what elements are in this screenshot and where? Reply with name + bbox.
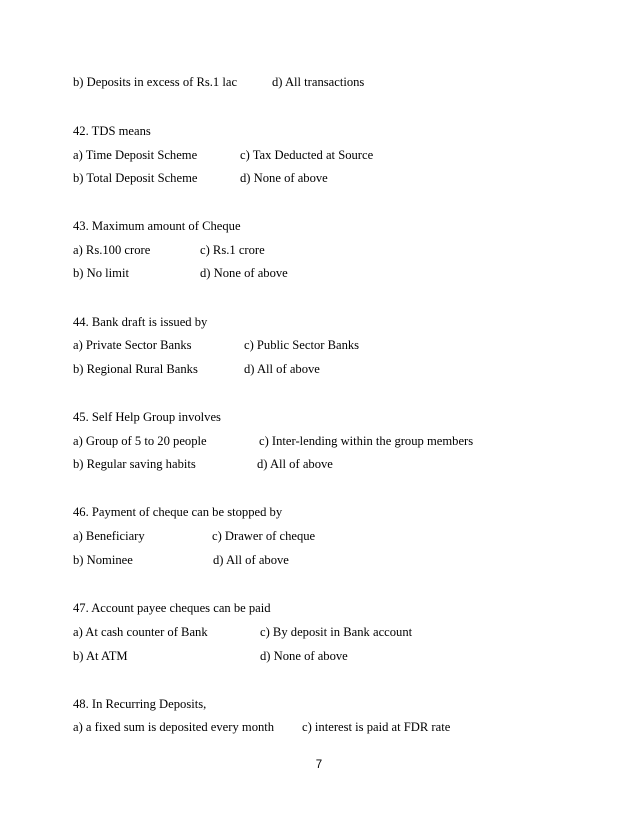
option-d: d) None of above (260, 649, 348, 663)
option-a: a) Rs.100 crore (73, 243, 151, 257)
question-text: 45. Self Help Group involves (73, 410, 221, 424)
option-d: d) All of above (257, 457, 333, 471)
option-a: a) a fixed sum is deposited every month (73, 720, 275, 734)
option-d: d) All transactions (272, 75, 365, 89)
question-text: 48. In Recurring Deposits, (73, 697, 207, 711)
option-b: b) Regional Rural Banks (73, 362, 198, 376)
option-c: c) interest is paid at FDR rate (302, 720, 451, 734)
option-c: c) Public Sector Banks (244, 338, 360, 352)
option-c: c) Drawer of cheque (212, 529, 316, 543)
option-d: d) None of above (240, 171, 328, 185)
option-c: c) Rs.1 crore (200, 243, 265, 257)
option-d: d) All of above (213, 553, 289, 567)
option-a: a) Private Sector Banks (73, 338, 192, 352)
option-b: b) Deposits in excess of Rs.1 lac (73, 75, 238, 89)
question-text: 42. TDS means (73, 124, 151, 138)
option-d: d) All of above (244, 362, 320, 376)
question-text: 44. Bank draft is issued by (73, 315, 208, 329)
option-b: b) Total Deposit Scheme (73, 171, 198, 185)
option-c: c) Tax Deducted at Source (240, 148, 374, 162)
option-a: a) Beneficiary (73, 529, 145, 543)
option-b: b) Nominee (73, 553, 133, 567)
option-c: c) By deposit in Bank account (260, 625, 413, 639)
option-b: b) Regular saving habits (73, 457, 196, 471)
option-a: a) Time Deposit Scheme (73, 148, 198, 162)
page-number: 7 (315, 759, 323, 771)
question-text: 46. Payment of cheque can be stopped by (73, 505, 283, 519)
option-b: b) No limit (73, 266, 129, 280)
question-text: 43. Maximum amount of Cheque (73, 219, 241, 233)
option-a: a) At cash counter of Bank (73, 625, 208, 639)
question-text: 47. Account payee cheques can be paid (73, 601, 271, 615)
option-a: a) Group of 5 to 20 people (73, 434, 207, 448)
option-c: c) Inter-lending within the group members (259, 434, 474, 448)
option-b: b) At ATM (73, 649, 128, 663)
option-d: d) None of above (200, 266, 288, 280)
